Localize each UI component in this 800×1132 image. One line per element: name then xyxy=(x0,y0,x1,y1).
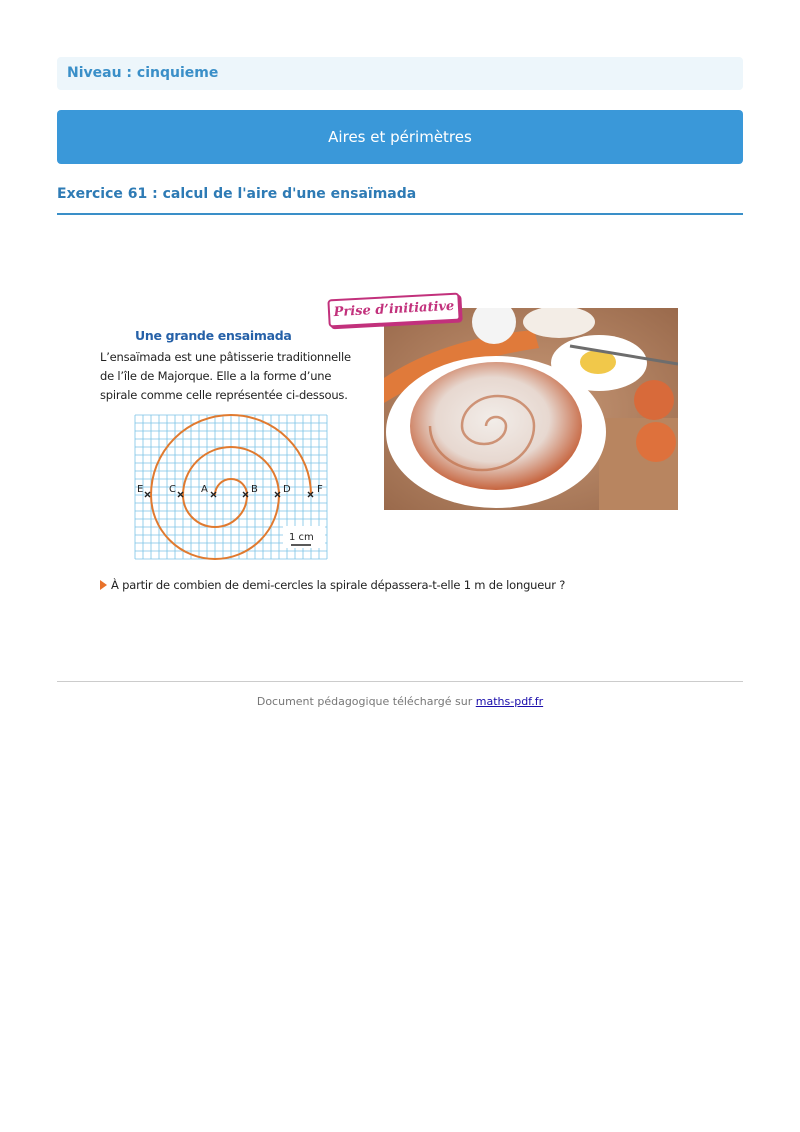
level-label: Niveau : cinquieme xyxy=(57,57,743,90)
initiative-badge: Prise d’initiative xyxy=(327,293,460,328)
arrow-bullet-icon xyxy=(100,580,107,590)
exercise-figure xyxy=(95,292,685,602)
point-C: C xyxy=(169,484,176,495)
intro-line: L’ensaïmada est une pâtisserie traditionnelle xyxy=(100,350,351,364)
intro-line: spirale comme celle représentée ci-dessous. xyxy=(100,388,348,402)
question-text: À partir de combien de demi-cercles la spirale dépassera-t-elle 1 m de longueur ? xyxy=(111,578,566,592)
exercise-intro xyxy=(100,348,372,405)
ensaimada-photo xyxy=(384,308,678,510)
point-E: E xyxy=(137,484,144,495)
point-F: F xyxy=(317,484,323,495)
footer xyxy=(57,695,743,708)
footer-link[interactable]: maths-pdf.fr xyxy=(475,695,544,708)
spiral-grid-figure xyxy=(133,413,329,563)
footer-text: Document pédagogique téléchargé sur xyxy=(256,695,473,708)
exercise-subtitle: Une grande ensaimada xyxy=(135,328,292,343)
scale-label: 1 cm xyxy=(289,532,314,543)
exercise-question xyxy=(100,578,660,592)
point-D: D xyxy=(283,484,291,495)
exercise-title: Exercice 61 : calcul de l'aire d'une ensaïmada xyxy=(57,186,743,215)
topic-banner xyxy=(57,110,743,164)
footer-divider xyxy=(57,681,743,682)
intro-line: de l’île de Majorque. Elle a la forme d’une xyxy=(100,369,332,383)
point-A: A xyxy=(201,484,208,495)
point-B: B xyxy=(251,484,258,495)
topic-title: Aires et périmètres xyxy=(328,128,472,146)
